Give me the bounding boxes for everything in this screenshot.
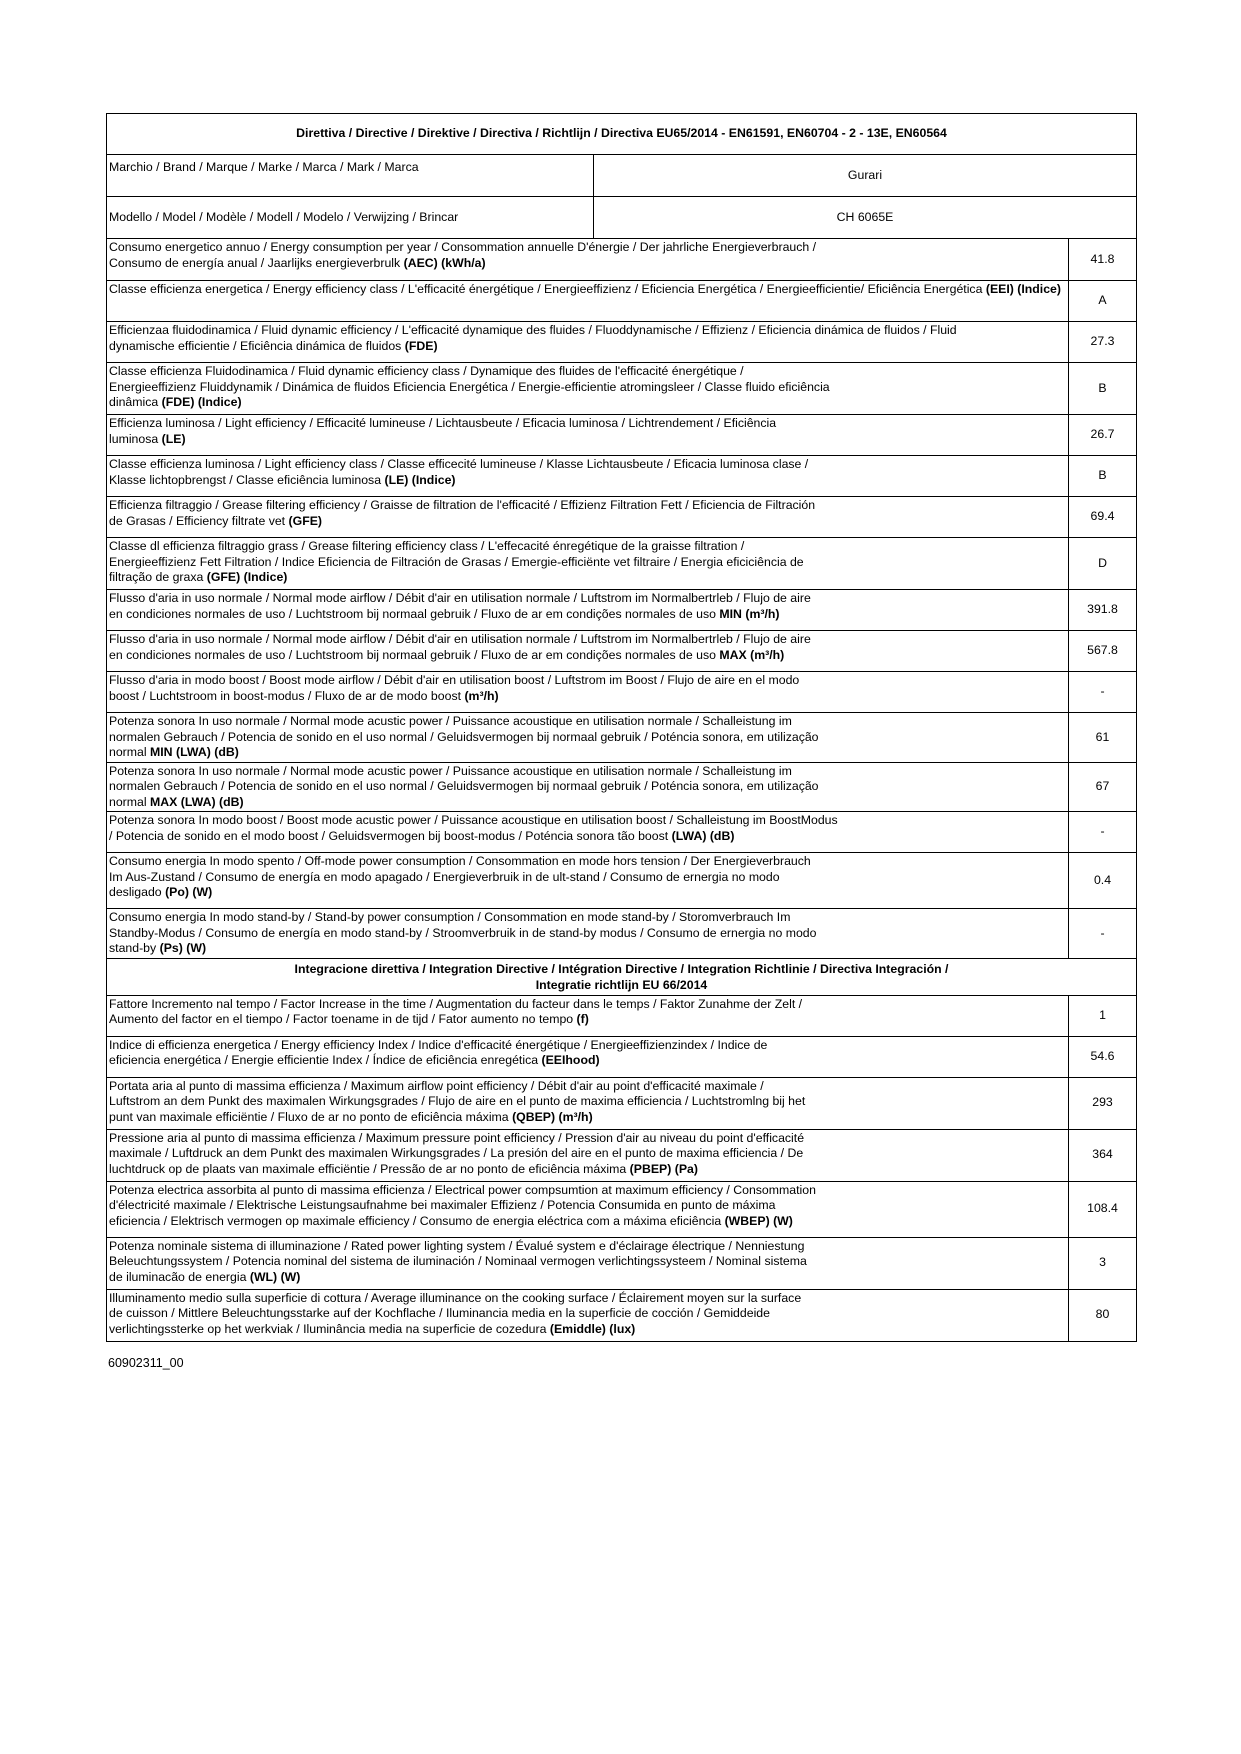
spec-row (107, 995, 1137, 1036)
spec-value: 567.8 (1069, 631, 1137, 672)
document-number: 60902311_00 (108, 1356, 184, 1370)
spec-label (107, 322, 1069, 363)
spec-label-text: Consumo energia In modo spento / Off-mode power consumption / Consommation en mode hors tension / Der Energieverbrauch (109, 854, 811, 868)
spec-label-line (109, 282, 1066, 298)
spec-label (107, 1036, 1069, 1077)
spec-label-line (109, 854, 1066, 870)
brand-label: Marchio / Brand / Marque / Marke / Marca / Mark / Marca (107, 155, 594, 197)
directive-title: Direttiva / Directive / Direktive / Directiva / Richtlijn / Directiva EU65/2014 - EN61591, EN60704 - 2 - 13E, EN60564 (107, 114, 1137, 155)
spec-label-line (109, 1183, 1066, 1199)
spec-label-text: Energieeffizienz Fluiddynamik / Dinámica de fluidos Eficiencia Energética / Energie-efficientie atromingsleer / Classe fluido eficiência (109, 379, 830, 394)
spec-label-line (109, 730, 1066, 746)
spec-label-line (109, 364, 1066, 380)
spec-label-line (109, 323, 1066, 339)
spec-unit: MAX (LWA) (dB) (150, 794, 244, 809)
spec-label-line (109, 779, 1066, 795)
spec-value: 67 (1069, 762, 1137, 812)
spec-label-line (109, 885, 1066, 901)
spec-row (107, 762, 1137, 812)
spec-label-text: Portata aria al punto di massima efficienza / Maximum airflow point efficiency / Débit d'air au point d'efficacité maximale / (109, 1078, 764, 1093)
spec-unit: (EEI) (Indice) (985, 282, 1061, 296)
spec-label (107, 812, 1069, 853)
spec-label-text: eficiencia / Elektrisch vermogen op maximale efficiency / Consumo de energia eléctrica com a máxima eficiência (109, 1213, 722, 1228)
spec-label (107, 281, 1069, 322)
spec-label-text: Potenza sonora In uso normale / Normal mode acustic power / Puissance acoustique en utilisation normale / Schalleistung im (109, 714, 792, 728)
directive-header-row (107, 114, 1137, 155)
spec-label-text: Potenza sonora In modo boost / Boost mode acustic power / Puissance acoustique en utilisation boost / Schalleistung im BoostModus (109, 813, 838, 827)
spec-unit: (FDE) (404, 338, 438, 353)
spec-label-text: punt van maximale efficiëntie / Fluxo de ar no ponto de eficiência máxima (109, 1109, 509, 1124)
spec-label (107, 1237, 1069, 1289)
spec-label-line (109, 1012, 1066, 1028)
spec-value: 364 (1069, 1129, 1137, 1181)
spec-unit: (WBEP) (W) (724, 1213, 793, 1228)
spec-value: 391.8 (1069, 590, 1137, 631)
spec-label-text: luminosa (109, 431, 159, 446)
spec-label-text: Pressione aria al punto di massima efficienza / Maximum pressure point efficiency / Pression d'air au niveau du point d'efficacité (109, 1130, 805, 1145)
spec-label-text: Illuminamento medio sulla superficie di cottura / Average illuminance on the cooking surface / Éclairement moyen sur la surface (109, 1290, 802, 1305)
spec-unit: (FDE) (Indice) (161, 395, 242, 409)
spec-label-text: stand-by (109, 941, 157, 955)
spec-label-text: Energieeffizienz Fett Filtration / Indice Eficiencia de Filtración de Grasas / Emergie-efficiënte vet filtraire / Energia eficiciência de (109, 554, 804, 569)
spec-value: B (1069, 363, 1137, 415)
spec-unit: MIN (m³/h) (719, 606, 780, 621)
spec-label-text: de Grasas / Efficiency filtrate vet (109, 513, 286, 528)
spec-label-line (109, 673, 1066, 689)
spec-row (107, 1036, 1137, 1077)
spec-label-text: Fattore Incremento nal tempo / Factor Increase in the time / Augmentation du facteur dans le temps / Faktor Zunahme der Zelt / (109, 996, 803, 1011)
spec-value: 3 (1069, 1237, 1137, 1289)
integration-title-line: Integracione direttiva / Integration Directive / Intégration Directive / Integration Richtlinie / Directiva Integración / (294, 961, 949, 976)
spec-label-text: Standby-Modus / Consumo de energía en modo stand-by / Stroomverbruik in de stand-by modus / Consumo de ernergia no modo (109, 925, 817, 940)
spec-label-line (109, 514, 1066, 530)
brand-value: Gurari (594, 155, 1137, 197)
spec-row (107, 497, 1137, 538)
spec-label (107, 456, 1069, 497)
spec-label-line (109, 795, 1066, 811)
integration-title-line: Integratie richtlijn EU 66/2014 (535, 977, 708, 992)
spec-row (107, 239, 1137, 281)
spec-label-text: Efficienza filtraggio / Grease filtering efficiency / Graisse de filtration de l'efficacité / Effizienz Filtration Fett / Eficiencia de Filtración (109, 498, 816, 512)
model-row (107, 197, 1137, 239)
spec-label-line (109, 1198, 1066, 1214)
spec-label-line (109, 714, 1066, 730)
spec-row (107, 1237, 1137, 1289)
spec-label (107, 853, 1069, 909)
spec-unit: (f) (576, 1012, 589, 1026)
spec-row (107, 672, 1137, 713)
spec-value: 69.4 (1069, 497, 1137, 538)
spec-label-line (109, 1270, 1066, 1286)
spec-label-text: desligado (109, 885, 162, 899)
spec-label (107, 672, 1069, 713)
spec-label-text: dinâmica (109, 395, 159, 409)
spec-label-line (109, 339, 1066, 355)
spec-label-line (109, 648, 1066, 664)
spec-label-text: Beleuchtungssystem / Potencia nominal del sistema de iluminación / Nominaal vermogen verlichtingssysteem / Nominal sistema (109, 1254, 807, 1268)
spec-value: D (1069, 538, 1137, 590)
spec-value: A (1069, 281, 1137, 322)
spec-label-line (109, 240, 1066, 256)
spec-label (107, 1289, 1069, 1341)
spec-label (107, 995, 1069, 1036)
spec-label-line (109, 870, 1066, 886)
spec-label (107, 762, 1069, 812)
spec-label-text: Flusso d'aria in modo boost / Boost mode airflow / Débit d'air en utilisation boost / Luftstrom im Boost / Flujo de aire en el modo (109, 673, 800, 687)
spec-value: - (1069, 812, 1137, 853)
spec-label-line (109, 632, 1066, 648)
spec-unit: (GFE) (Indice) (206, 570, 288, 584)
spec-label-text: filtração de graxa (109, 570, 204, 584)
spec-label-text: Consumo energia In modo stand-by / Stand-by power consumption / Consommation en mode stand-by / Storomverbrauch Im (109, 910, 791, 924)
spec-label-text: eficiencia energética / Energie efficientie Index / Índice de eficiência enregética (109, 1053, 539, 1067)
spec-label-line (109, 1239, 1066, 1255)
spec-label-line (109, 997, 1066, 1013)
spec-row (107, 1289, 1137, 1341)
spec-label-text: normalen Gebrauch / Potencia de sonido en el uso normal / Geluidsvermogen bij normaal gebruik / Poténcia sonora, em utilização (109, 779, 819, 793)
spec-label-line (109, 926, 1066, 942)
spec-label (107, 590, 1069, 631)
spec-value: 54.6 (1069, 1036, 1137, 1077)
spec-label-line (109, 745, 1066, 761)
spec-row (107, 415, 1137, 456)
spec-row (107, 538, 1137, 590)
spec-label-line (109, 1214, 1066, 1230)
integration-title (107, 958, 1137, 995)
spec-row (107, 812, 1137, 853)
spec-unit: (Po) (W) (165, 885, 213, 899)
spec-label-text: Classe dl efficienza filtraggio grass / Grease filtering efficiency class / L'effecacité énregétique de la graisse filtration / (109, 539, 745, 553)
spec-value: - (1069, 672, 1137, 713)
spec-label-text: Classe efficienza luminosa / Light efficiency class / Classe efficecité lumineuse / Klasse Lichtausbeute / Eficacia luminosa clase / (109, 457, 809, 471)
spec-label-line (109, 1131, 1066, 1147)
spec-unit: (Emiddle) (lux) (549, 1321, 636, 1336)
spec-label-text: en condiciones normales de uso / Luchtstroom bij normaal gebruik / Fluxo de ar em condições normales de uso (109, 606, 716, 621)
spec-label-text: Potenza sonora In uso normale / Normal mode acustic power / Puissance acoustique en utilisation normale / Schalleistung im (109, 763, 792, 778)
energy-label-table (106, 113, 1137, 1342)
spec-value: 1 (1069, 995, 1137, 1036)
spec-label-text: Flusso d'aria in uso normale / Normal mode airflow / Débit d'air en utilisation normale / Luftstrom im Normalbertrleb / Flujo de aire (109, 591, 811, 605)
spec-label-line (109, 539, 1066, 555)
spec-label (107, 363, 1069, 415)
spec-unit: (m³/h) (464, 688, 499, 703)
spec-value: 61 (1069, 713, 1137, 763)
spec-unit: (QBEP) (m³/h) (512, 1109, 593, 1124)
spec-row (107, 281, 1137, 322)
spec-label-text: dynamische efficientie / Eficiência dinámica de fluidos (109, 338, 402, 353)
spec-label-line (109, 1291, 1066, 1307)
spec-label-line (109, 1094, 1066, 1110)
spec-label-text: de cuisson / Mittlere Beleuchtungsstarke auf der Kochflache / Iluminancia media en la superficie de cocción / Gemiddeide (109, 1306, 770, 1320)
spec-row (107, 322, 1137, 363)
spec-label-line (109, 910, 1066, 926)
spec-label (107, 497, 1069, 538)
brand-row (107, 155, 1137, 197)
spec-label-line (109, 473, 1066, 489)
spec-label-line (109, 764, 1066, 780)
spec-unit: (WL) (W) (249, 1269, 301, 1284)
spec-row (107, 1129, 1137, 1181)
spec-unit: (LE) (Indice) (384, 472, 456, 487)
spec-label-text: en condiciones normales de uso / Luchtstroom bij normaal gebruik / Fluxo de ar em condições normales de uso (109, 647, 716, 662)
spec-value: 27.3 (1069, 322, 1137, 363)
spec-label-text: Klasse lichtopbrengst / Classe eficiência luminosa (109, 472, 382, 487)
spec-label-text: Classe efficienza energetica / Energy efficiency class / L'efficacité énergétique / Energieeffizienz / Eficiencia Energética / Energieefficientie/ Eficiência Energética (109, 282, 983, 296)
model-value: CH 6065E (594, 197, 1137, 239)
spec-label-text: d'électricité maximale / Elektrische Leistungsaufnahme bei maximaler Effizienz / Potencia Consumida en punto de máxima (109, 1198, 776, 1212)
spec-label-text: Potenza electrica assorbita al punto di massima efficienza / Electrical power compsumtion at maximum efficiency / Consommation (109, 1182, 816, 1197)
spec-label (107, 1181, 1069, 1237)
spec-label-line (109, 555, 1066, 571)
spec-value: 293 (1069, 1077, 1137, 1129)
spec-label (107, 239, 1069, 281)
spec-label (107, 713, 1069, 763)
spec-unit: MAX (m³/h) (719, 647, 785, 662)
spec-label (107, 909, 1069, 959)
spec-label-text: Flusso d'aria in uso normale / Normal mode airflow / Débit d'air en utilisation normale / Luftstrom im Normalbertrleb / Flujo de aire (109, 632, 811, 646)
spec-label (107, 415, 1069, 456)
spec-label (107, 1129, 1069, 1181)
spec-unit: (GFE) (288, 513, 322, 528)
spec-unit: (PBEP) (Pa) (629, 1161, 698, 1176)
spec-label-text: normal (109, 745, 147, 759)
spec-label-line (109, 256, 1066, 272)
spec-label-text: Potenza nominale sistema di illuminazione / Rated power lighting system / Évalué system e d'éclairage électrique / Nenniestung (109, 1238, 805, 1253)
spec-label-text: Consumo de energía anual / Jaarlijks energieverbrulk (109, 255, 401, 270)
spec-label-line (109, 1306, 1066, 1322)
spec-label-line (109, 1079, 1066, 1095)
spec-label (107, 1077, 1069, 1129)
spec-label-text: normalen Gebrauch / Potencia de sonido en el uso normal / Geluidsvermogen bij normaal gebruik / Poténcia sonora, em utilização (109, 729, 819, 744)
spec-value: - (1069, 909, 1137, 959)
spec-label-text: normal (109, 794, 147, 809)
spec-unit: (AEC) (kWh/a) (403, 255, 486, 270)
spec-label-line (109, 829, 1066, 845)
spec-label-text: Aumento del factor en el tiempo / Factor toename in de tijd / Fator aumento no tempo (109, 1012, 574, 1026)
spec-label-line (109, 813, 1066, 829)
spec-label-line (109, 457, 1066, 473)
spec-unit: (Ps) (W) (159, 941, 207, 955)
spec-row (107, 456, 1137, 497)
spec-label-text: Efficienza luminosa / Light efficiency / Efficacité lumineuse / Lichtausbeute / Eficacia luminosa / Lichtrendement / Eficiência (109, 416, 777, 430)
spec-label (107, 631, 1069, 672)
spec-label-line (109, 1053, 1066, 1069)
spec-label-text: boost / Luchtstroom in boost-modus / Fluxo de ar de modo boost (109, 688, 462, 703)
spec-label-text: Consumo energetico annuo / Energy consumption per year / Consommation annuelle D'énergie / Der jahrliche Energieverbrauch / (109, 240, 817, 254)
spec-row (107, 363, 1137, 415)
spec-label-text: Im Aus-Zustand / Consumo de energía en modo apagado / Energieverbruik in de ult-stand / Consumo de ernergia no modo (109, 869, 780, 884)
spec-label-line (109, 1254, 1066, 1270)
spec-label-line (109, 432, 1066, 448)
spec-label-line (109, 1162, 1066, 1178)
spec-label-line (109, 689, 1066, 705)
spec-value: B (1069, 456, 1137, 497)
spec-row (107, 590, 1137, 631)
spec-label-line (109, 570, 1066, 586)
spec-label-line (109, 1146, 1066, 1162)
spec-label-line (109, 1110, 1066, 1126)
spec-label-line (109, 591, 1066, 607)
spec-unit: MIN (LWA) (dB) (150, 745, 239, 759)
spec-value: 108.4 (1069, 1181, 1137, 1237)
integration-header-row (107, 958, 1137, 995)
spec-label-line (109, 395, 1066, 411)
spec-label-text: luchtdruck op de plaats van maximale efficiëntie / Pressão de ar no ponto de eficiência máxima (109, 1161, 627, 1176)
spec-row (107, 853, 1137, 909)
spec-value: 0.4 (1069, 853, 1137, 909)
spec-value: 80 (1069, 1289, 1137, 1341)
spec-unit: (LE) (161, 431, 186, 446)
spec-label-text: maximale / Luftdruck an dem Punkt des maximalen Wirkungsgrades / La presión del aire en el punto de maxima efficiencia / De (109, 1146, 804, 1160)
spec-row (107, 1077, 1137, 1129)
spec-label-text: de iluminacão de energia (109, 1269, 247, 1284)
model-label: Modello / Model / Modèle / Modell / Modelo / Verwijzing / Brincar (107, 197, 594, 239)
spec-label-line (109, 416, 1066, 432)
spec-label-text: Indice di efficienza energetica / Energy efficiency Index / Indice d'efficacité énergétique / Energieeffizienzindex / Indice de (109, 1037, 768, 1052)
spec-row (107, 631, 1137, 672)
spec-label-line (109, 1038, 1066, 1054)
spec-row (107, 1181, 1137, 1237)
spec-label-line (109, 1322, 1066, 1338)
spec-unit: (EEIhood) (541, 1053, 600, 1067)
spec-unit: (LWA) (dB) (671, 828, 735, 843)
spec-value: 26.7 (1069, 415, 1137, 456)
spec-label-line (109, 941, 1066, 957)
spec-label (107, 538, 1069, 590)
spec-label-text: Classe efficienza Fluidodinamica / Fluid dynamic efficiency class / Dynamique des fluides de l'efficacité énergétique / (109, 364, 744, 378)
spec-label-line (109, 380, 1066, 396)
spec-row (107, 909, 1137, 959)
spec-label-text: / Potencia de sonido en el modo boost / Geluidsvermogen bij boost-modus / Poténcia sonora tão boost (109, 828, 669, 843)
spec-label-text: Luftstrom an dem Punkt des maximalen Wirkungsgrades / Flujo de aire en el punto de maxima efficiencia / Luchtstromlng bij het (109, 1094, 806, 1108)
spec-label-text: verlichtingssterke op het werkviak / Iluminância media na superficie de cozedura (109, 1321, 547, 1336)
spec-value: 41.8 (1069, 239, 1137, 281)
spec-label-text: Efficienzaa fluidodinamica / Fluid dynamic efficiency / L'efficacité dynamique des fluides / Fluoddynamische / Effizienz / Eficiencia dinámica de fluidos / Fluid (109, 323, 957, 337)
spec-label-line (109, 607, 1066, 623)
spec-row (107, 713, 1137, 763)
spec-label-line (109, 498, 1066, 514)
